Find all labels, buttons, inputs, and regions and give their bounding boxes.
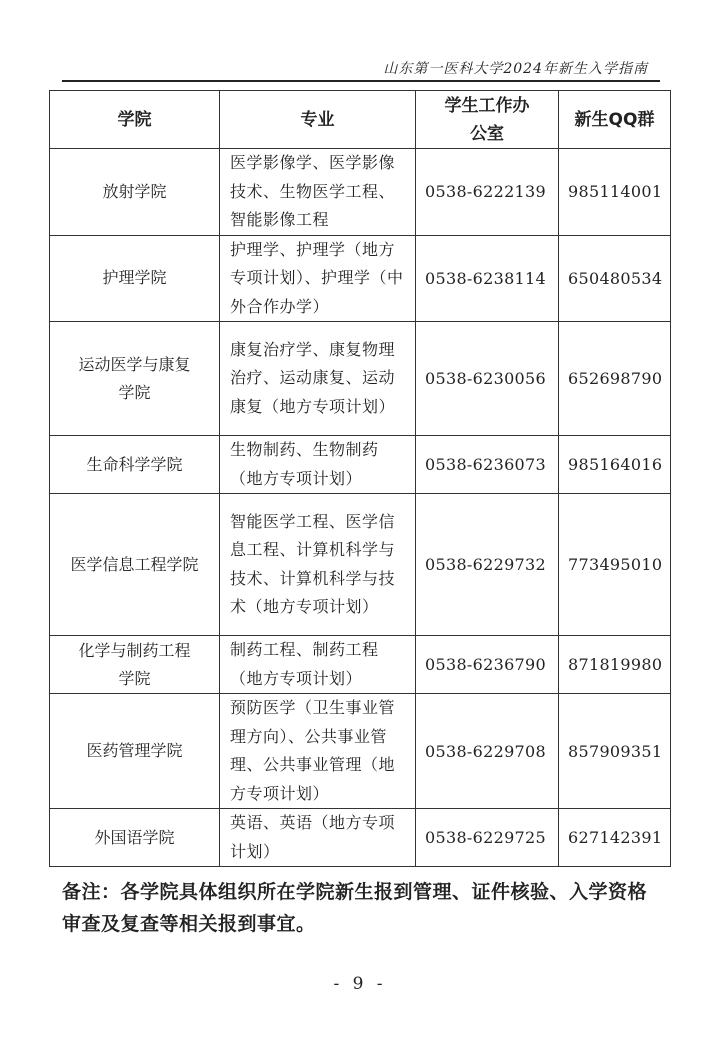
major-cell: 康复治疗学、康复物理治疗、运动康复、运动康复（地方专项计划） — [220, 322, 416, 436]
major-cell: 预防医学（卫生事业管理方向）、公共事业管理、公共事业管理（地方专项计划） — [220, 694, 416, 809]
table-row — [50, 436, 671, 494]
college-contact-table — [49, 90, 671, 867]
table-row — [50, 494, 671, 636]
college-cell: 化学与制药工程学院 — [50, 636, 220, 694]
college-cell: 医药管理学院 — [50, 694, 220, 809]
major-cell: 生物制药、生物制药（地方专项计划） — [220, 436, 416, 494]
table-row — [50, 636, 671, 694]
qq-cell: 871819980 — [559, 636, 671, 694]
header-rule — [62, 80, 660, 82]
major-cell: 智能医学工程、医学信息工程、计算机科学与技术、计算机科学与技术（地方专项计划） — [220, 494, 416, 636]
registration-note: 备注：各学院具体组织所在学院新生报到管理、证件核验、入学资格审查及复查等相关报到事宜。 — [62, 881, 648, 935]
column-header-qq: 新生QQ群 — [559, 91, 671, 149]
phone-cell: 0538-6229725 — [416, 809, 559, 867]
phone-cell: 0538-6236073 — [416, 436, 559, 494]
phone-cell: 0538-6236790 — [416, 636, 559, 694]
major-cell: 医学影像学、医学影像技术、生物医学工程、智能影像工程 — [220, 149, 416, 236]
qq-cell: 627142391 — [559, 809, 671, 867]
qq-cell: 650480534 — [559, 235, 671, 322]
phone-cell: 0538-6230056 — [416, 322, 559, 436]
college-cell: 外国语学院 — [50, 809, 220, 867]
college-cell: 护理学院 — [50, 235, 220, 322]
table-row — [50, 694, 671, 809]
major-cell: 制药工程、制药工程（地方专项计划） — [220, 636, 416, 694]
column-header-college: 学院 — [50, 91, 220, 149]
phone-cell: 0538-6222139 — [416, 149, 559, 236]
column-header-office: 学生工作办公室 — [416, 91, 559, 149]
page-header-title: 山东第一医科大学2024年新生入学指南 — [383, 61, 648, 77]
college-cell: 放射学院 — [50, 149, 220, 236]
qq-cell: 985164016 — [559, 436, 671, 494]
table-header-row — [50, 91, 671, 149]
college-cell: 运动医学与康复学院 — [50, 322, 220, 436]
phone-cell: 0538-6238114 — [416, 235, 559, 322]
qq-cell: 985114001 — [559, 149, 671, 236]
table-row — [50, 235, 671, 322]
phone-cell: 0538-6229708 — [416, 694, 559, 809]
qq-cell: 773495010 — [559, 494, 671, 636]
college-cell: 生命科学学院 — [50, 436, 220, 494]
table-row — [50, 809, 671, 867]
page-number: - 9 - — [333, 974, 387, 994]
qq-cell: 652698790 — [559, 322, 671, 436]
qq-cell: 857909351 — [559, 694, 671, 809]
major-cell: 英语、英语（地方专项计划） — [220, 809, 416, 867]
college-cell: 医学信息工程学院 — [50, 494, 220, 636]
table-row — [50, 149, 671, 236]
major-cell: 护理学、护理学（地方专项计划）、护理学（中外合作办学） — [220, 235, 416, 322]
table-row — [50, 322, 671, 436]
phone-cell: 0538-6229732 — [416, 494, 559, 636]
column-header-major: 专业 — [220, 91, 416, 149]
